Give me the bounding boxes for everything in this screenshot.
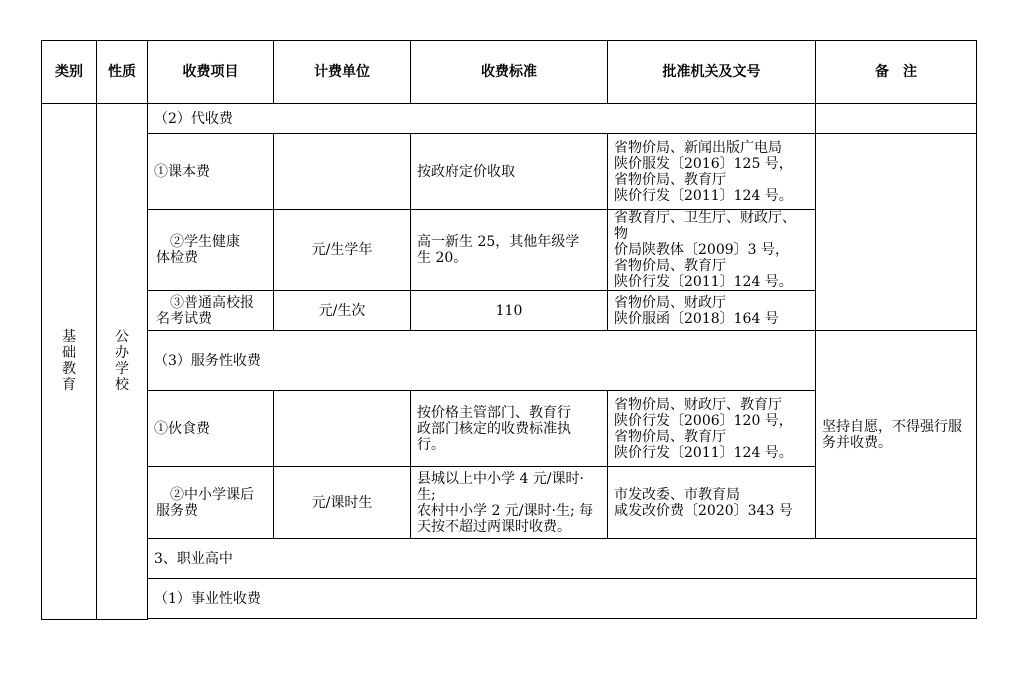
nature-cell — [97, 104, 148, 620]
approval-line: 省物价局、财政厅、教育厅 — [614, 396, 782, 413]
approval-line: 省物价局、教育厅 — [614, 428, 726, 445]
approval-line: 省物价局、财政厅 — [614, 294, 726, 311]
approval-line: 省物价局、新闻出版广电局 — [614, 139, 782, 156]
approval-line: 陕价服发〔2016〕125 号， — [614, 155, 793, 172]
category-cell — [42, 104, 97, 620]
remark-line: 坚持自愿，不得强行服 — [822, 418, 962, 435]
item-cell — [148, 210, 274, 291]
approval-cell — [608, 391, 816, 467]
table-row — [42, 134, 977, 210]
approval-line: 咸发改价费〔2020〕343 号 — [614, 502, 793, 519]
spacer-cell — [148, 619, 977, 620]
nature-char: 学 — [115, 361, 129, 378]
section-row — [42, 104, 977, 134]
nature-char: 校 — [115, 377, 129, 394]
section-row — [42, 331, 977, 391]
approval-line: 陕价服函〔2018〕164 号 — [614, 310, 779, 327]
approval-cell — [608, 291, 816, 331]
section-row — [42, 539, 977, 579]
approval-line: 省物价局、教育厅 — [614, 258, 726, 274]
section-shiye: （1）事业性收费 — [148, 579, 977, 619]
approval-cell — [608, 467, 816, 539]
standard-cell: 按政府定价收取 — [411, 134, 608, 210]
category-char: 教 — [62, 361, 76, 378]
remark-empty — [816, 134, 977, 331]
approval-line: 陕价行发〔2011〕124 号。 — [614, 444, 793, 461]
standard-line: 县城以上中小学 4 元/课时·生; — [417, 470, 584, 503]
unit-cell — [274, 134, 411, 210]
category-char: 基 — [62, 329, 76, 346]
standard-cell — [411, 391, 608, 467]
header-unit: 计费单位 — [274, 41, 411, 104]
header-approval: 批准机关及文号 — [608, 41, 816, 104]
standard-cell — [411, 210, 608, 291]
header-standard: 收费标准 — [411, 41, 608, 104]
item-line: 体检费 — [156, 250, 198, 266]
approval-line: 陕价行发〔2011〕124 号。 — [614, 274, 793, 290]
item-cell: ①伙食费 — [148, 391, 274, 467]
header-item: 收费项目 — [148, 41, 274, 104]
item-cell — [148, 291, 274, 331]
approval-line: 省物价局、教育厅 — [614, 171, 726, 188]
header-category: 类别 — [42, 41, 97, 104]
category-char: 育 — [62, 377, 76, 394]
item-line: 名考试费 — [156, 310, 212, 327]
header-row — [42, 41, 977, 104]
standard-cell — [411, 467, 608, 539]
standard-line: 行。 — [417, 436, 445, 453]
approval-cell — [608, 134, 816, 210]
approval-cell — [608, 210, 816, 291]
approval-line: 陕价行发〔2011〕124 号。 — [614, 187, 793, 204]
header-nature: 性质 — [97, 41, 148, 104]
standard-line: 生 20。 — [417, 250, 468, 266]
section-fuwu: （3）服务性收费 — [148, 331, 816, 391]
fee-table — [41, 40, 977, 620]
item-line: ②学生健康 — [170, 234, 240, 250]
approval-line: 价局陕教体〔2009〕3 号， — [614, 242, 789, 258]
remark-empty — [816, 104, 977, 134]
item-line: ③普通高校报 — [170, 294, 254, 311]
standard-line: 政部门核定的收费标准执 — [417, 420, 571, 437]
header-remark: 备 注 — [816, 41, 977, 104]
standard-line: 高一新生 25，其他年级学 — [417, 234, 580, 250]
remark-line: 务并收费。 — [822, 434, 892, 451]
unit-cell: 元/课时生 — [274, 467, 411, 539]
standard-line: 农村中小学 2 元/课时·生; 每 — [417, 502, 594, 519]
section-zhiye: 3、职业高中 — [148, 539, 977, 579]
unit-cell — [274, 391, 411, 467]
standard-cell: 110 — [411, 291, 608, 331]
unit-cell: 元/生次 — [274, 291, 411, 331]
nature-char: 办 — [115, 345, 129, 362]
section-daishoufei: （2）代收费 — [148, 104, 816, 134]
item-cell: ①课本费 — [148, 134, 274, 210]
approval-line: 省教育厅、卫生厅、财政厅、物 — [614, 210, 796, 242]
item-cell — [148, 467, 274, 539]
unit-cell: 元/生学年 — [274, 210, 411, 291]
category-char: 础 — [62, 345, 76, 362]
approval-line: 陕价行发〔2006〕120 号， — [614, 412, 793, 429]
item-line: ②中小学课后 — [170, 486, 254, 503]
section-row — [42, 579, 977, 619]
remark-cell — [816, 331, 977, 539]
approval-line: 市发改委、市教育局 — [614, 486, 740, 503]
spacer-row — [42, 619, 977, 620]
standard-line: 按价格主管部门、教育行 — [417, 404, 571, 421]
item-line: 服务费 — [156, 502, 198, 519]
standard-line: 天按不超过两课时收费。 — [417, 518, 571, 535]
nature-char: 公 — [115, 329, 129, 346]
